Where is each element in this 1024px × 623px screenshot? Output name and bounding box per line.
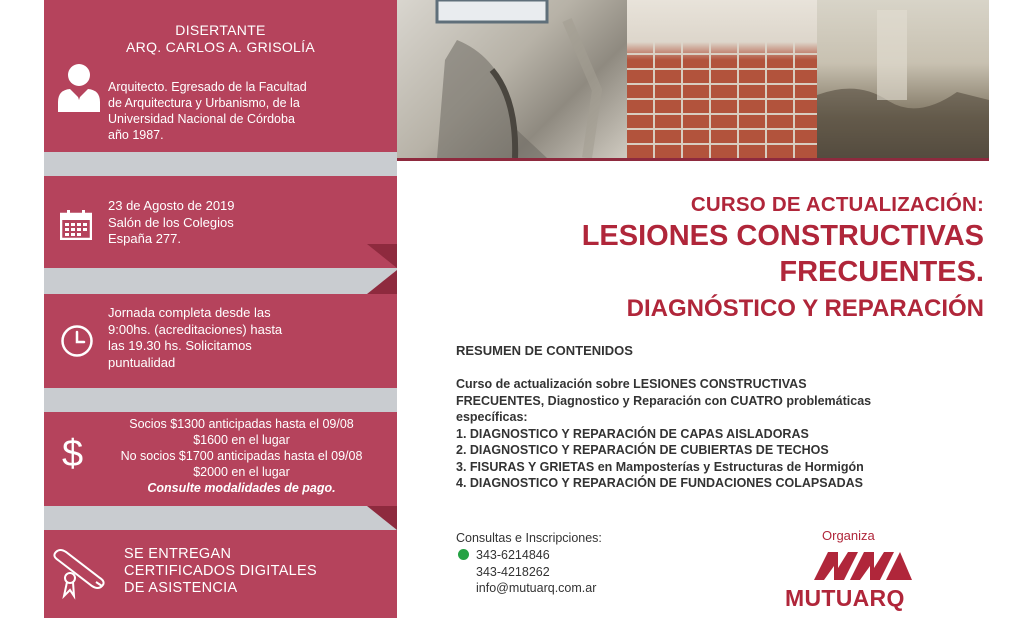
- price-line: $2000 en el lugar: [193, 465, 290, 479]
- speaker-block: [44, 0, 397, 152]
- course-title: [424, 218, 984, 290]
- ribbon-fold: [367, 244, 397, 268]
- price-line: No socios $1700 anticipadas hasta el 09/08: [120, 449, 363, 463]
- topic-item: 3. FISURAS Y GRIETAS en Mamposterías y Estructuras de Hormigón: [456, 459, 864, 474]
- phone-whatsapp[interactable]: 343-6214846: [476, 548, 550, 562]
- clock-icon: [60, 324, 94, 363]
- photo-cracked-concrete: [397, 0, 627, 158]
- contact-details: [476, 547, 596, 597]
- course-subtitle: DIAGNÓSTICO Y REPARACIÓN: [626, 295, 984, 322]
- summary-intro-line: Curso de actualización sobre LESIONES CONSTRUCTIVAS: [456, 377, 807, 391]
- summary-intro-line: específicas:: [456, 410, 528, 424]
- certificates-text: [124, 546, 317, 597]
- certificates-block: [44, 530, 397, 618]
- photo-damp-wall: [817, 0, 989, 158]
- diploma-icon: [52, 542, 112, 609]
- certificates-line: CERTIFICADOS DIGITALES: [124, 563, 317, 579]
- event-block: [44, 176, 397, 268]
- certificates-line: SE ENTREGAN: [124, 546, 232, 562]
- price-list: [84, 416, 399, 496]
- mutuarq-logo-mark: [808, 548, 918, 587]
- contact-email[interactable]: info@mutuarq.com.ar: [476, 581, 597, 595]
- payment-note: Consulte modalidades de pago.: [147, 481, 336, 495]
- photo-plaster-layer: [627, 0, 817, 60]
- bio-line: Universidad Nacional de Córdoba: [108, 112, 295, 126]
- price-line: Socios $1300 anticipadas hasta el 09/08: [129, 417, 354, 431]
- event-venue: Salón de los Colegios: [108, 214, 234, 230]
- event-address: España 277.: [108, 231, 182, 246]
- calendar-icon: [60, 210, 92, 245]
- course-kicker: CURSO DE ACTUALIZACIÓN:: [690, 193, 984, 216]
- summary-intro-line: FRECUENTES, Diagnostico y Reparación con CUATRO problemáticas: [456, 393, 872, 408]
- phone-landline[interactable]: 343-4218262: [476, 564, 550, 579]
- organizer-name: MUTUARQ: [785, 585, 905, 611]
- event-details: [108, 198, 235, 248]
- organizer-label: Organiza: [822, 528, 875, 543]
- prices-block: [44, 412, 397, 506]
- certificates-line: DE ASISTENCIA: [124, 580, 238, 596]
- damage-photo-strip: [397, 0, 989, 161]
- summary-title: RESUMEN DE CONTENIDOS: [456, 343, 633, 358]
- schedule-line: 9:00hs. (acreditaciones) hasta: [108, 321, 283, 337]
- schedule-line: Jornada completa desde las: [108, 305, 271, 320]
- topic-item: 4. DIAGNOSTICO Y REPARACIÓN DE FUNDACIONES COLAPSADAS: [456, 476, 863, 490]
- user-icon: [56, 62, 102, 119]
- topic-item: 1. DIAGNOSTICO Y REPARACIÓN DE CAPAS AISLADORAS: [456, 426, 809, 441]
- topic-list: [456, 426, 976, 492]
- dollar-icon: $: [62, 433, 84, 475]
- photo-brick-wall: [627, 0, 817, 158]
- schedule-line: las 19.30 hs. Solicitamos: [108, 338, 252, 353]
- schedule-details: [108, 305, 358, 371]
- bio-line: de Arquitectura y Urbanismo, de la: [108, 96, 300, 110]
- course-title-line: FRECUENTES.: [779, 256, 984, 288]
- topic-item: 2. DIAGNOSTICO Y REPARACIÓN DE CUBIERTAS DE TECHOS: [456, 443, 829, 457]
- schedule-line: puntualidad: [108, 354, 176, 370]
- whatsapp-icon: [458, 549, 469, 560]
- info-column: [44, 0, 397, 618]
- summary-body: [456, 376, 976, 492]
- bio-line: año 1987.: [108, 128, 164, 142]
- course-title-line: LESIONES CONSTRUCTIVAS: [581, 220, 984, 252]
- schedule-block: [44, 294, 397, 388]
- ribbon-fold: [367, 270, 397, 294]
- event-date: 23 de Agosto de 2019: [108, 198, 235, 213]
- contact-title: Consultas e Inscripciones:: [456, 531, 602, 545]
- speaker-label: DISERTANTE: [175, 22, 266, 38]
- speaker-name: ARQ. CARLOS A. GRISOLÍA: [126, 39, 315, 55]
- price-line: $1600 en el lugar: [193, 433, 290, 447]
- speaker-heading: [44, 22, 397, 56]
- bio-line: Arquitecto. Egresado de la Facultad: [108, 80, 307, 94]
- speaker-bio: [108, 79, 378, 143]
- ribbon-fold: [367, 506, 397, 530]
